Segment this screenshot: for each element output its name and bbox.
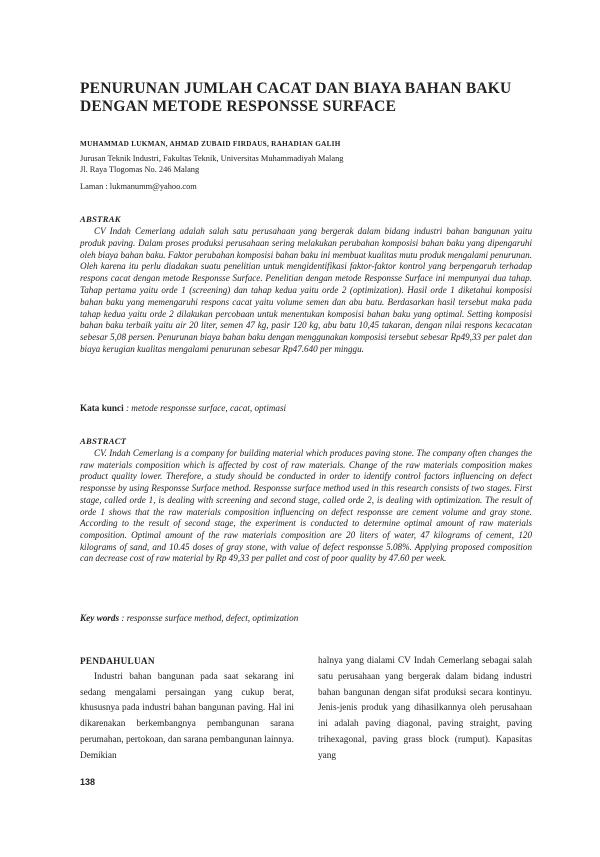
intro-paragraph-right: halnya yang dialami CV Indah Cemerlang sebagai salah satu perusahaan yang bergerak dalam bidang industri bahan bangunan dengan sifat produksi secara kontinyu. Jenis-jenis produk yang dihasilkannya oleh perusahaan ini adalah paving diagonal, paving straight, paving trihexagonal, paving grass block (rumput). Kapasitas yang <box>318 656 532 761</box>
kata-kunci-value: : metode responsse surface, cacat, optimasi <box>125 403 287 413</box>
key-words-label: Key words <box>80 613 120 623</box>
affiliation-line-1: Jurusan Teknik Industri, Fakultas Teknik, Universitas Muhammadiyah Malang <box>80 154 344 163</box>
page-number: 138 <box>80 777 96 787</box>
abstract-text: CV. Indah Cemerlang is a company for building material which produces paving stone. The company often changes the raw materials composition which is affected by cost of raw materials. Change of the raw materials composition makes product quality lower. Therefore, a study should be conducted in order to identify control factors influencing on defect responsse by using Responsse Surface method. Responsse surface method used in this research consists of two stages. First stage, called orde 1, is dealing with screening and second stage, called orde 2, is dealing with optimization. The result of orde 1 shows that the raw materials composition influencing on defect responsse are cement volume and gray stone. According to the result of second stage, the experiment is conducted to determine optimal amount of raw materials composition. Optimal amount of the raw materials composition are 20 liters of water, 47 kilograms of cement, 120 kilograms of sand, and 10.45 doses of gray stone, with value of defect responsse 5.08%. Applying proposed composition can decrease cost of raw material by Rp 49,33 per pallet and cost of poor quality by 47.60 per week. <box>80 448 532 564</box>
kata-kunci <box>80 403 532 413</box>
intro-paragraph-left: Industri bahan bangunan pada saat sekarang ini sedang mengalami persaingan yang cukup berat, khususnya pada industri bahan bangunan paving. Hal ini dikarenakan berkembangnya pembangunan sarana perumahan, pertokoan, dan sarana pembangunan lainnya. Demikian <box>80 671 294 761</box>
body-column-left <box>80 654 294 765</box>
author-list: MUHAMMAD LUKMAN, AHMAD ZUBAID FIRDAUS, RAHADIAN GALIH <box>80 140 341 148</box>
key-words <box>80 613 532 623</box>
key-words-value: : responsse surface method, defect, optimization <box>121 613 299 623</box>
author-email: Laman : lukmanumm@yahoo.com <box>80 182 197 191</box>
paper-title: PENURUNAN JUMLAH CACAT DAN BIAYA BAHAN BAKU DENGAN METODE RESPONSSE SURFACE <box>80 80 512 115</box>
affiliation <box>80 153 540 175</box>
section-heading-pendahuluan: PENDAHULUAN <box>80 656 155 666</box>
abstract-heading: ABSTRACT <box>80 436 127 446</box>
abstrak-text: CV Indah Cemerlang adalah salah satu perusahaan yang bergerak dalam bidang industri bahan bangunan yaitu produk paving. Dalam proses produksi perusahaan sering melakukan perubahan komposisi bahan baku yang dipengaruhi oleh biaya bahan baku. Faktor perubahan komposisi bahan baku ini membuat kualitas mutu produk mengalami penurunan. Oleh karena itu perlu diadakan suatu penelitian untuk mengidentifikasi faktor-faktor kontrol yang berpengaruh terhadap respons cacat dengan metode Responsse Surface. Penelitian dengan metode Responsse Surface ini mempunyai dua tahap. Tahap pertama yaitu orde 1 (screening) dan tahap kedua yaitu orde 2 (optimization). Hasil orde 1 diketahui komposisi bahan baku yang memengaruhi respons cacat yaitu volume semen dan abu batu. Berdasarkan hasil tersebut maka pada tahap kedua yaitu orde 2 dilakukan percobaan untuk menentukan komposisi bahan baku yang optimal. Setting komposisi bahan baku terbaik yaitu air 20 liter, semen 47 kg, pasir 120 kg, abu batu 10,45 takaran, dengan nilai respons kecacatan sebesar 5,08 persen. Penurunan biaya bahan baku dengan menggunakan komposisi tersebut sebesar Rp49,33 per palet dan biaya kerugian kualitas mengalami penurunan sebesar Rp47.640 per minggu. <box>80 226 532 354</box>
body-column-right <box>318 654 532 765</box>
affiliation-line-2: Jl. Raya Tlogomas No. 246 Malang <box>80 165 200 174</box>
abstrak-heading: ABSTRAK <box>80 214 121 224</box>
kata-kunci-label: Kata kunci <box>80 403 124 413</box>
